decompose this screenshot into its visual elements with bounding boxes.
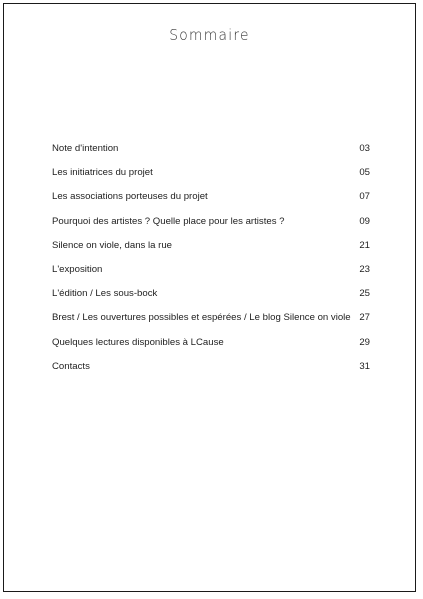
toc-entry-page-number: 25	[359, 288, 370, 300]
page-title: Sommaire	[169, 26, 250, 44]
toc-entry-exposition[interactable]	[52, 258, 370, 282]
toc-entry-brest[interactable]	[52, 306, 370, 330]
toc-entry-note-intention[interactable]	[52, 137, 370, 161]
toc-entry-label: L'exposition	[52, 263, 103, 275]
toc-entry-label: L'édition / Les sous-bock	[52, 288, 158, 300]
toc-entry-label: Les initiatrices du projet	[52, 167, 153, 179]
toc-entry-initiatrices[interactable]	[52, 161, 370, 185]
toc-entry-page-number: 27	[359, 312, 370, 324]
toc-entry-page-number: 21	[359, 239, 370, 251]
toc-entry-page-number: 31	[359, 360, 370, 372]
toc-entry-dans-la-rue[interactable]	[52, 234, 370, 258]
toc-entry-contacts[interactable]	[52, 355, 370, 379]
table-of-contents	[52, 137, 370, 379]
toc-entry-label: Brest / Les ouvertures possibles et espérées / Le blog Silence on viole	[52, 312, 351, 324]
document-page	[3, 3, 416, 592]
toc-entry-label: Quelques lectures disponibles à LCause	[52, 336, 224, 348]
toc-entry-page-number: 05	[359, 167, 370, 179]
toc-entry-page-number: 29	[359, 336, 370, 348]
toc-entry-label: Pourquoi des artistes ? Quelle place pour les artistes ?	[52, 215, 285, 227]
toc-entry-page-number: 23	[359, 263, 370, 275]
toc-entry-associations[interactable]	[52, 185, 370, 209]
toc-entry-page-number: 07	[359, 191, 370, 203]
toc-entry-label: Contacts	[52, 360, 90, 372]
toc-entry-label: Note d'intention	[52, 143, 119, 154]
toc-entry-label: Les associations porteuses du projet	[52, 191, 208, 203]
toc-entry-page-number: 03	[359, 143, 370, 154]
toc-entry-edition[interactable]	[52, 282, 370, 306]
toc-entry-lectures[interactable]	[52, 331, 370, 355]
toc-entry-page-number: 09	[359, 215, 370, 227]
toc-entry-pourquoi-artistes[interactable]	[52, 210, 370, 234]
toc-entry-label: Silence on viole, dans la rue	[52, 239, 172, 251]
